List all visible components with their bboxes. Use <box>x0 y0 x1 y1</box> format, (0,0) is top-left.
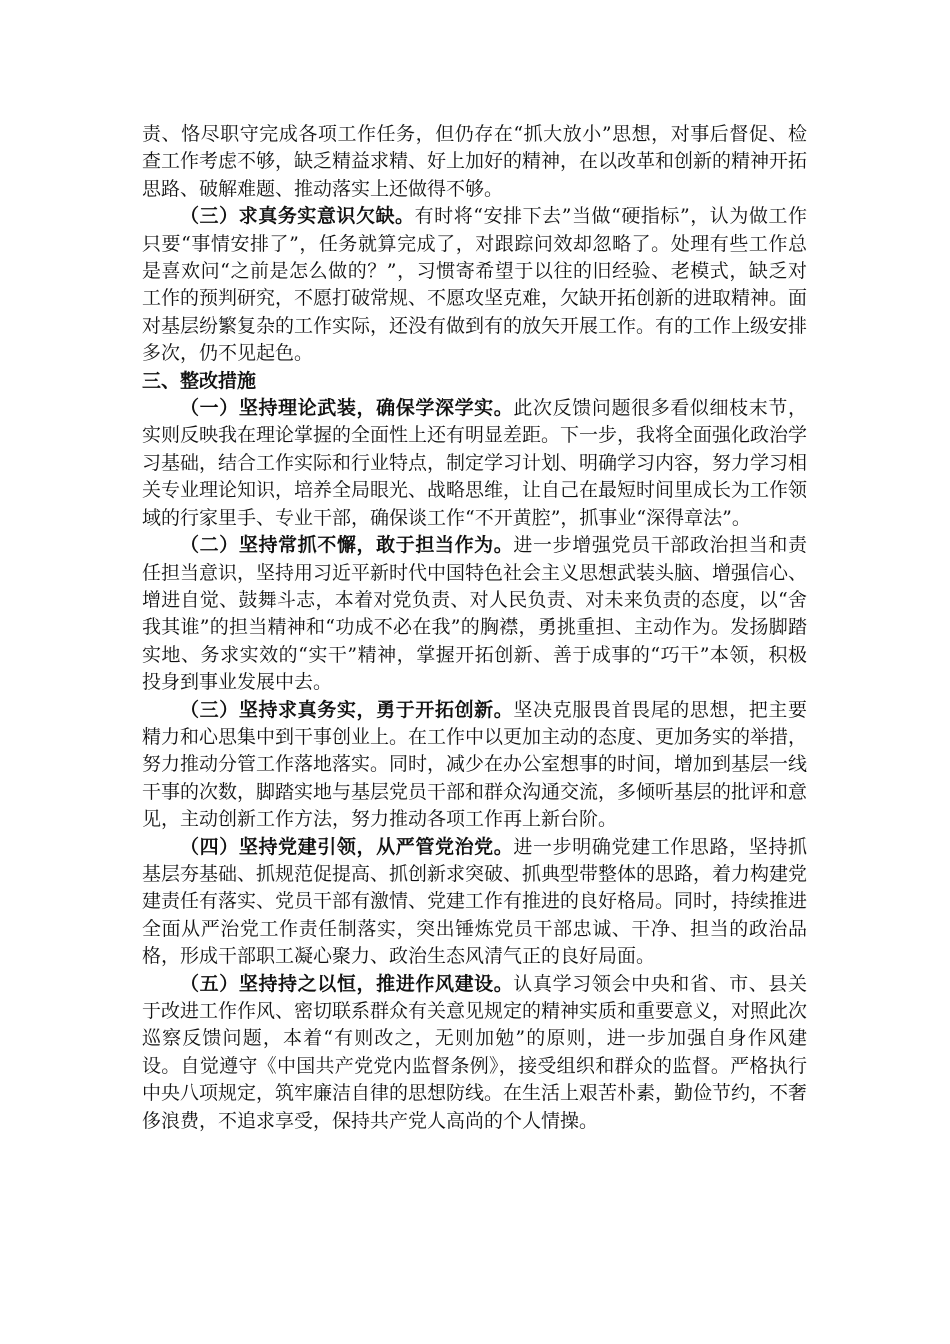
measure-lead: （二）坚持常抓不懈，敢于担当作为。 <box>180 534 514 557</box>
measure-body: 认真学习领会中央和省、市、县关于改进工作作风、密切联系群众有关意见规定的精神实质和重要意义，对照此次巡察反馈问题，本着“有则改之，无则加勉”的原则，进一步加强自身作风建设。自觉遵守《中国共产党党内监督条例》，接受组织和群众的监督。严格执行中央八项规定，筑牢廉洁自律的思想防线。在生活上艰苦朴素，勤俭节约，不奢侈浪费，不追求享受，保持共产党人高尚的个人情操。 <box>142 972 808 1132</box>
measure-5 <box>142 971 807 1135</box>
paragraph-continuation <box>142 121 807 203</box>
paragraph-problem-3 <box>142 203 807 367</box>
measure-body: 进一步明确党建工作思路，坚持抓基层夯基础、抓规范促提高、抓创新求突破、抓典型带整体的思路，着力构建党建责任有落实、党员干部有激情、党建工作有推进的良好格局。同时，持续推进全面从严治党工作责任制落实，突出锤炼党员干部忠诚、干净、担当的政治品格，形成干部职工凝心聚力、政治生态风清气正的良好局面。 <box>142 835 808 968</box>
measure-lead: （四）坚持党建引领，从严管党治党。 <box>180 835 514 858</box>
measure-3 <box>142 697 807 834</box>
measure-lead: （一）坚持理论武装，确保学深学实。 <box>180 397 514 420</box>
measure-body: 进一步增强党员干部政治担当和责任担当意识，坚持用习近平新时代中国特色社会主义思想武装头脑、增强信心、增进自觉、鼓舞斗志，本着对党负责、对人民负责、对未来负责的态度，以“舍我其谁”的担当精神和“功成不必在我”的胸襟，勇挑重担、主动作为。发扬脚踏实地、务求实效的“实干”精神，掌握开拓创新、善于成事的“巧干”本领，积极投身到事业发展中去。 <box>142 534 808 694</box>
paragraph-body: 有时将“安排下去”当做“硬指标”，认为做工作只要“事情安排了”，任务就算完成了，对跟踪问效却忽略了。处理有些工作总是喜欢问“之前是怎么做的？”，习惯寄希望于以往的旧经验、老模式，缺乏对工作的预判研究，不愿打破常规、不愿攻坚克难，欠缺开拓创新的进取精神。面对基层纷繁复杂的工作实际，还没有做到有的放矢开展工作。有的工作上级安排多次，仍不见起色。 <box>142 205 808 365</box>
document-page <box>142 121 807 1135</box>
measure-body: 坚决克服畏首畏尾的思想，把主要精力和心思集中到干事创业上。在工作中以更加主动的态度、更加务实的举措，努力推动分管工作落地落实。同时，减少在办公室想事的时间，增加到基层一线干事的次数，脚踏实地与基层党员干部和群众沟通交流，多倾听基层的批评和意见，主动创新工作方法，努力推动各项工作再上新台阶。 <box>142 698 808 831</box>
measure-lead: （三）坚持求真务实，勇于开拓创新。 <box>180 698 514 721</box>
measure-4 <box>142 834 807 971</box>
measure-body: 此次反馈问题很多看似细枝末节，实则反映我在理论掌握的全面性上还有明显差距。下一步，我将全面强化政治学习基础，结合工作实际和行业特点，制定学习计划、明确学习内容，努力学习相关专业理论知识，培养全局眼光、战略思维，让自己在最短时间里成长为工作领域的行家里手、专业干部，确保谈工作“不开黄腔”，抓事业“深得章法”。 <box>142 397 808 529</box>
paragraph-lead: （三）求真务实意识欠缺。 <box>180 205 415 228</box>
measure-1 <box>142 395 807 532</box>
measure-2 <box>142 532 807 696</box>
measure-lead: （五）坚持持之以恒，推进作风建设。 <box>180 972 514 995</box>
paragraph-body: 责、恪尽职守完成各项工作任务，但仍存在“抓大放小”思想，对事后督促、检查工作考虑不够，缺乏精益求精、好上加好的精神，在以改革和创新的精神开拓思路、破解难题、推动落实上还做得不够。 <box>142 123 808 200</box>
section-heading: 三、整改措施 <box>142 369 257 392</box>
